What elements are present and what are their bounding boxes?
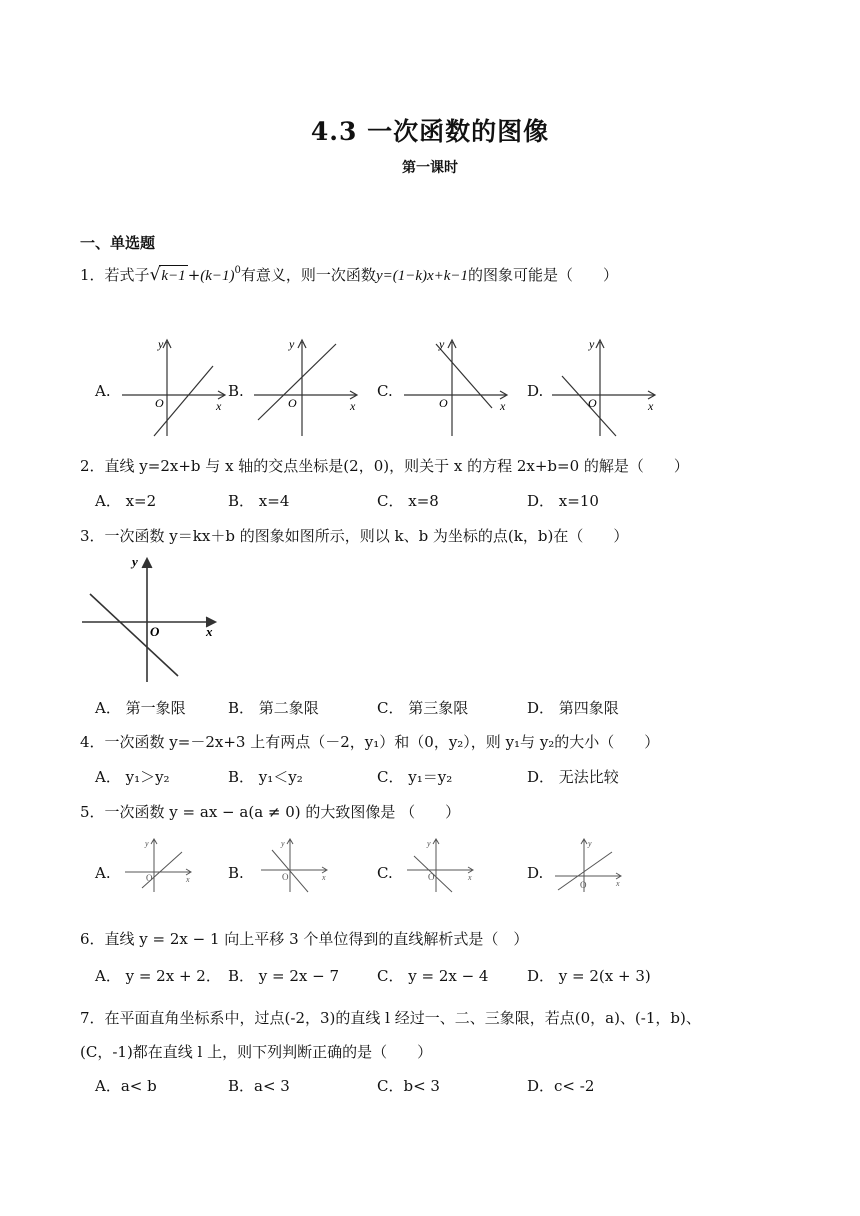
x-axis-label: x bbox=[186, 875, 190, 884]
q1-post: 的图象可能是（ ） bbox=[468, 266, 619, 284]
q7-option-b: B．a< 3 bbox=[228, 1077, 290, 1095]
q1-exponent: 0 bbox=[234, 265, 241, 276]
q1-number: 1． bbox=[80, 266, 105, 284]
y-axis-label: y bbox=[427, 839, 431, 848]
q4-option-a: A． y₁＞y₂ bbox=[95, 768, 170, 786]
q3-graph bbox=[80, 554, 222, 686]
q5-option-d-graph bbox=[552, 836, 628, 894]
q3-option-d: D． 第四象限 bbox=[527, 699, 619, 717]
q6-option-a: A． y = 2x + 2． bbox=[95, 967, 221, 985]
q5-option-d-label: D. bbox=[527, 864, 544, 882]
question-5: 5．一次函数 y = ax − a(a ≠ 0) 的大致图像是 （ ） bbox=[80, 803, 461, 821]
q1-option-a-label: A. bbox=[95, 382, 111, 400]
y-axis-label: y bbox=[588, 839, 592, 848]
origin-label: O bbox=[146, 873, 153, 883]
question-7-line-1: 7．在平面直角坐标系中，过点(-2，3)的直线 l 经过一、二、三象限，若点(0，a)、(-1，b)、 bbox=[80, 1009, 701, 1027]
q1-option-b-label: B. bbox=[228, 382, 244, 400]
q7-option-d: D．c< -2 bbox=[527, 1077, 595, 1095]
q5-option-a-graph bbox=[122, 836, 198, 894]
q3-option-c: C． 第三象限 bbox=[377, 699, 469, 717]
q4-option-d: D． 无法比较 bbox=[527, 768, 619, 786]
x-axis-label: x bbox=[350, 399, 356, 413]
origin-label: O bbox=[428, 872, 435, 882]
x-axis-label: x bbox=[468, 873, 472, 882]
q1-plus: + bbox=[187, 266, 201, 284]
origin-label: O bbox=[588, 396, 597, 410]
q2-option-b: B． x=4 bbox=[228, 492, 290, 510]
x-axis-label: x bbox=[206, 624, 213, 639]
q2-option-c: C． x=8 bbox=[377, 492, 439, 510]
q1-option-a-graph bbox=[118, 336, 230, 440]
y-axis-label: y bbox=[145, 839, 149, 848]
x-axis-label: x bbox=[322, 873, 326, 882]
q4-option-c: C． y₁＝y₂ bbox=[377, 768, 453, 786]
y-axis-label: y bbox=[439, 337, 445, 351]
q5-option-b-label: B. bbox=[228, 864, 244, 882]
q6-option-b: B． y = 2x − 7 bbox=[228, 967, 340, 985]
q4-option-b: B． y₁＜y₂ bbox=[228, 768, 303, 786]
y-axis-label: y bbox=[158, 337, 164, 351]
x-axis-label: x bbox=[616, 879, 620, 888]
q1-function: y=(1−k)x+k−1 bbox=[375, 268, 469, 284]
x-axis-label: x bbox=[216, 399, 222, 413]
q5-option-c-label: C. bbox=[377, 864, 393, 882]
q1-option-d-graph bbox=[548, 336, 660, 440]
q7-option-a: A．a< b bbox=[95, 1077, 157, 1095]
x-axis-label: x bbox=[500, 399, 506, 413]
y-axis-label: y bbox=[589, 337, 595, 351]
origin-label: O bbox=[439, 396, 448, 410]
origin-label: O bbox=[282, 872, 289, 882]
q5-option-c-graph bbox=[404, 836, 480, 894]
q2-option-a: A． x=2 bbox=[95, 492, 157, 510]
q2-option-d: D． x=10 bbox=[527, 492, 599, 510]
page-title: 4.3 一次函数的图像 bbox=[310, 117, 550, 146]
page-subtitle: 第一课时 bbox=[402, 160, 458, 176]
question-4: 4．一次函数 y=－2x+3 上有两点（－2，y₁）和（0，y₂），则 y₁与 y₂的大小（ ） bbox=[80, 733, 660, 751]
q3-option-a: A． 第一象限 bbox=[95, 699, 186, 717]
question-3: 3．一次函数 y＝kx＋b 的图象如图所示，则以 k、b 为坐标的点(k，b)在（ ） bbox=[80, 527, 629, 545]
y-axis-label: y bbox=[289, 337, 295, 351]
q1-option-d-label: D. bbox=[527, 382, 544, 400]
origin-label: O bbox=[155, 396, 164, 410]
q1-option-b-graph bbox=[250, 336, 362, 440]
q6-option-d: D． y = 2(x + 3) bbox=[527, 967, 651, 985]
q1-paren: (k−1) bbox=[200, 268, 235, 284]
q1-radicand: k−1 bbox=[161, 268, 186, 284]
q1-pre: 若式子 bbox=[104, 266, 150, 284]
q5-option-a-label: A. bbox=[95, 864, 111, 882]
question-6: 6．直线 y = 2x − 1 向上平移 3 个单位得到的直线解析式是（ ） bbox=[80, 930, 529, 948]
q1-option-c-label: C. bbox=[377, 382, 393, 400]
origin-label: O bbox=[150, 624, 160, 639]
x-axis-label: x bbox=[648, 399, 654, 413]
y-axis-label: y bbox=[132, 554, 138, 569]
q3-option-b: B． 第二象限 bbox=[228, 699, 319, 717]
q1-option-c-graph bbox=[400, 336, 512, 440]
question-7-line-2: (C，-1)都在直线 l 上，则下列判断正确的是（ ） bbox=[80, 1043, 433, 1061]
y-axis-label: y bbox=[281, 839, 285, 848]
q6-option-c: C． y = 2x − 4 bbox=[377, 967, 489, 985]
question-2: 2．直线 y=2x+b 与 x 轴的交点坐标是(2，0)，则关于 x 的方程 2x+b=0 的解是（ ） bbox=[80, 457, 689, 475]
origin-label: O bbox=[288, 396, 297, 410]
origin-label: O bbox=[580, 880, 587, 890]
q5-option-b-graph bbox=[258, 836, 334, 894]
q7-option-c: C．b< 3 bbox=[377, 1077, 440, 1095]
section-heading: 一、单选题 bbox=[80, 234, 156, 252]
question-1: 1．若式子$√k-1 +(k-1)^0$有意义，则一次函数y=(1−k)x+k−1的图象可能是（ ） bbox=[80, 265, 619, 285]
q1-mid: 有意义，则一次函数 bbox=[240, 266, 376, 284]
